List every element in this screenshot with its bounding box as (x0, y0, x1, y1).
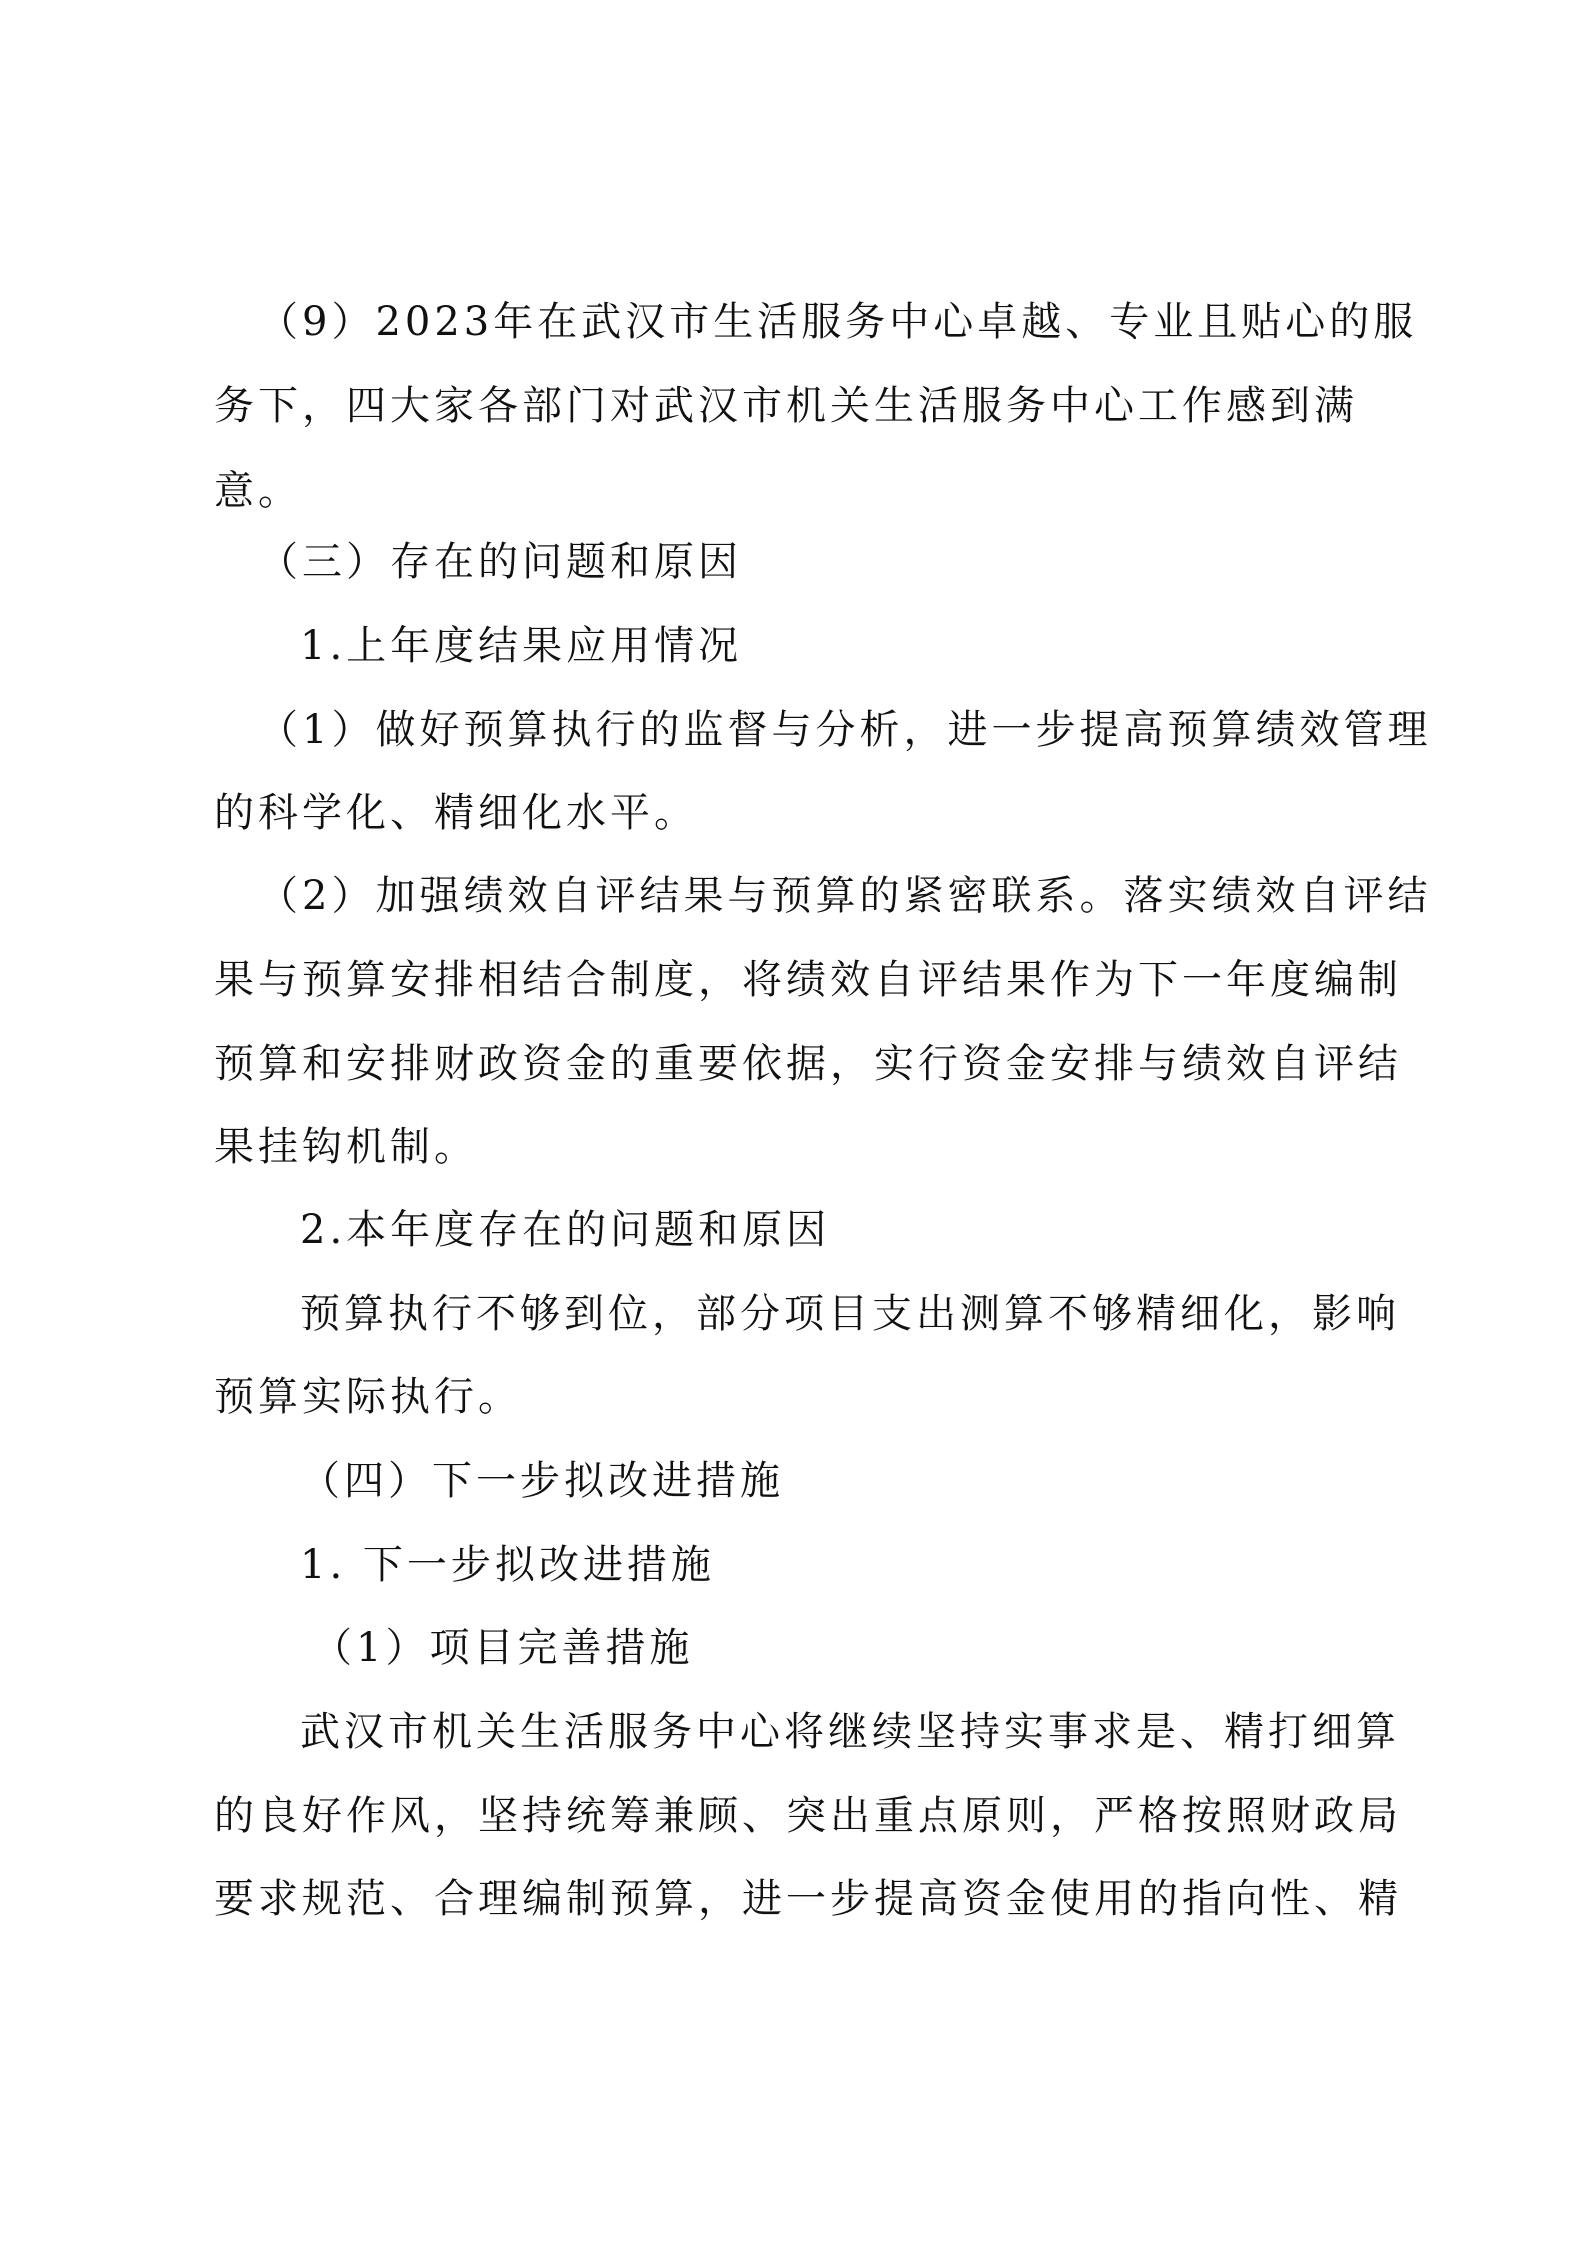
text-line: 预算实际执行。 (214, 1374, 522, 1420)
subsection-heading: （1）项目完善措施 (312, 1625, 694, 1671)
text-line: 果挂钩机制。 (214, 1124, 478, 1170)
text-line: 武汉市机关生活服务中心将继续坚持实事求是、精打细算 (300, 1709, 1400, 1755)
section-heading: （四）下一步拟改进措施 (300, 1458, 784, 1504)
text-line: 的良好作风，坚持统筹兼顾、突出重点原则，严格按照财政局 (214, 1793, 1402, 1839)
text-line: 要求规范、合理编制预算，进一步提高资金使用的指向性、精 (214, 1876, 1402, 1922)
text-line: （2）加强绩效自评结果与预算的紧密联系。落实绩效自评结 (258, 873, 1432, 919)
text-line: 务下，四大家各部门对武汉市机关生活服务中心工作感到满 (214, 383, 1358, 429)
text-line: 预算和安排财政资金的重要依据，实行资金安排与绩效自评结 (214, 1041, 1402, 1087)
subsection-heading: 2.本年度存在的问题和原因 (300, 1207, 831, 1253)
text-line: （1）做好预算执行的监督与分析，进一步提高预算绩效管理 (258, 707, 1432, 753)
text-line: 的科学化、精细化水平。 (214, 790, 698, 836)
section-heading: （三）存在的问题和原因 (258, 539, 742, 585)
subsection-heading: 1.上年度结果应用情况 (300, 623, 743, 669)
subsection-heading: 1. 下一步拟改进措施 (300, 1542, 715, 1588)
text-line: （9）2023年在武汉市生活服务中心卓越、专业且贴心的服 (258, 299, 1418, 345)
text-line: 意。 (214, 468, 302, 514)
text-line: 预算执行不够到位，部分项目支出测算不够精细化，影响 (300, 1291, 1400, 1337)
text-line: 果与预算安排相结合制度，将绩效自评结果作为下一年度编制 (214, 957, 1402, 1003)
